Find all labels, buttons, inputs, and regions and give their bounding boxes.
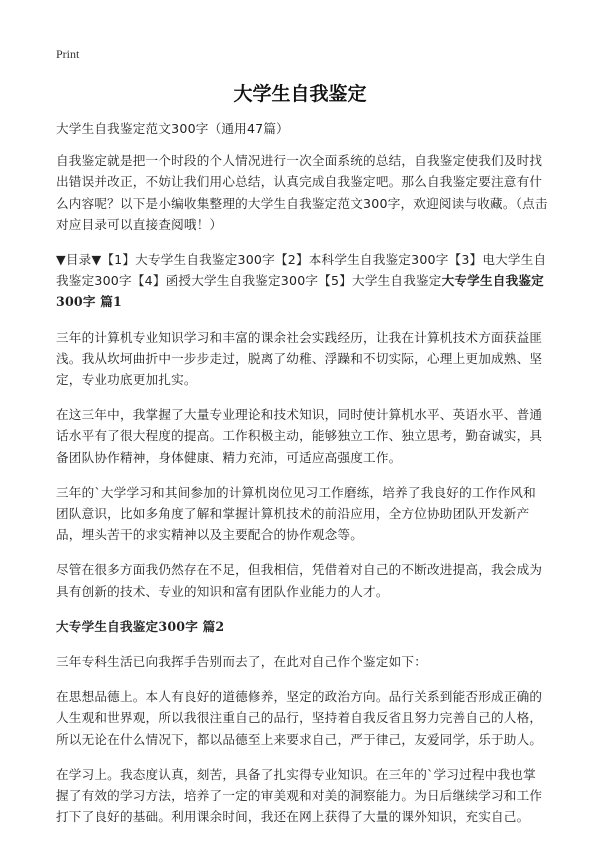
print-link[interactable]: Print <box>56 47 80 61</box>
table-of-contents <box>56 249 548 313</box>
article-subtitle: 大学生自我鉴定范文300字（通用47篇） <box>56 121 289 136</box>
section1-paragraph-1: 三年的计算机专业知识学习和丰富的课余社会实践经历，让我在计算机技术方面获益匪浅。我从坎坷曲折中一步步走过，脱离了幼稚、浮躁和不切实际，心理上更加成熟、坚定，专业功底更加扎实。 <box>56 329 543 388</box>
toc-item-1[interactable]: 【1】大专学生自我鉴定300字 <box>101 252 275 268</box>
section2-paragraph-3: 在学习上。我态度认真，刻苦，具备了扎实得专业知识。在三年的`学习过程中我也掌握了有效的学习方法，培养了一定的审美观和对美的洞察能力。为日后继续学习和工作打下了良好的基础。利用课余时间，我还在网上获得了大量的课外知识，充实自己。 <box>56 766 543 825</box>
toc-item-2[interactable]: 【2】本科学生自我鉴定300字 <box>274 252 449 268</box>
article-body <box>56 118 548 841</box>
section2-paragraph-1: 三年专科生活已向我挥手告别而去了，在此对自己作个鉴定如下： <box>56 654 428 670</box>
section2-heading: 大专学生自我鉴定300字 篇2 <box>56 618 225 634</box>
section1-paragraph-3: 三年的`大学学习和其间参加的计算机岗位见习工作磨练，培养了我良好的工作作风和团队意识，比如多角度了解和掌握计算机技术的前沿应用，全方位协助团队开发新产品，埋头苦干的求实精神以及主要配合的协作观念等。 <box>56 484 536 543</box>
toc-prefix: ▼目录▼ <box>56 252 102 268</box>
intro-paragraph: 自我鉴定就是把一个时段的个人情况进行一次全面系统的总结，自我鉴定使我们及时找出错误并改正，不妨让我们用心总结，认真完成自我鉴定吧。那么自我鉴定要注意有什么内容呢？以下是小编收集整理的大学生自我鉴定范文300字，欢迎阅读与收藏。（点击对应目录可以直接查阅哦！） <box>56 153 548 232</box>
toc-item-3[interactable]: 【3】电大学生自我鉴定300字 <box>56 252 547 289</box>
section1-paragraph-2: 在这三年中，我掌握了大量专业理论和技术知识，同时使计算机水平、英语水平、普通话水平有了很大程度的提高。工作积极主动，能够独立工作、独立思考，勤奋诚实，具备团队协作精神，身体健康、精力充沛，可适应高强度工作。 <box>56 407 543 465</box>
section1-paragraph-4: 尽管在很多方面我仍然存在不足，但我相信，凭借着对自己的不断改进提高，我会成为具有创新的技术、专业的知识和富有团队作业能力的人才。 <box>56 562 543 599</box>
toc-item-4[interactable]: 【4】函授大学生自我鉴定300字 <box>131 273 319 289</box>
section2-paragraph-2: 在思想品德上。本人有良好的道德修养，坚定的政治方向。品行关系到能否形成正确的人生观和世界观，所以我很注重自己的品行，坚持着自我反省且努力完善自己的人格，所以无论在什么情况下，都以品德至上来要求自己，严于律己，友爱同学，乐于助人。 <box>56 689 543 747</box>
page-title: 大学生自我鉴定 <box>233 83 367 105</box>
toc-item-5[interactable]: 【5】大学生自我鉴定 <box>318 273 442 289</box>
section1-heading: 大专学生自我鉴定300字 篇1 <box>56 273 544 310</box>
